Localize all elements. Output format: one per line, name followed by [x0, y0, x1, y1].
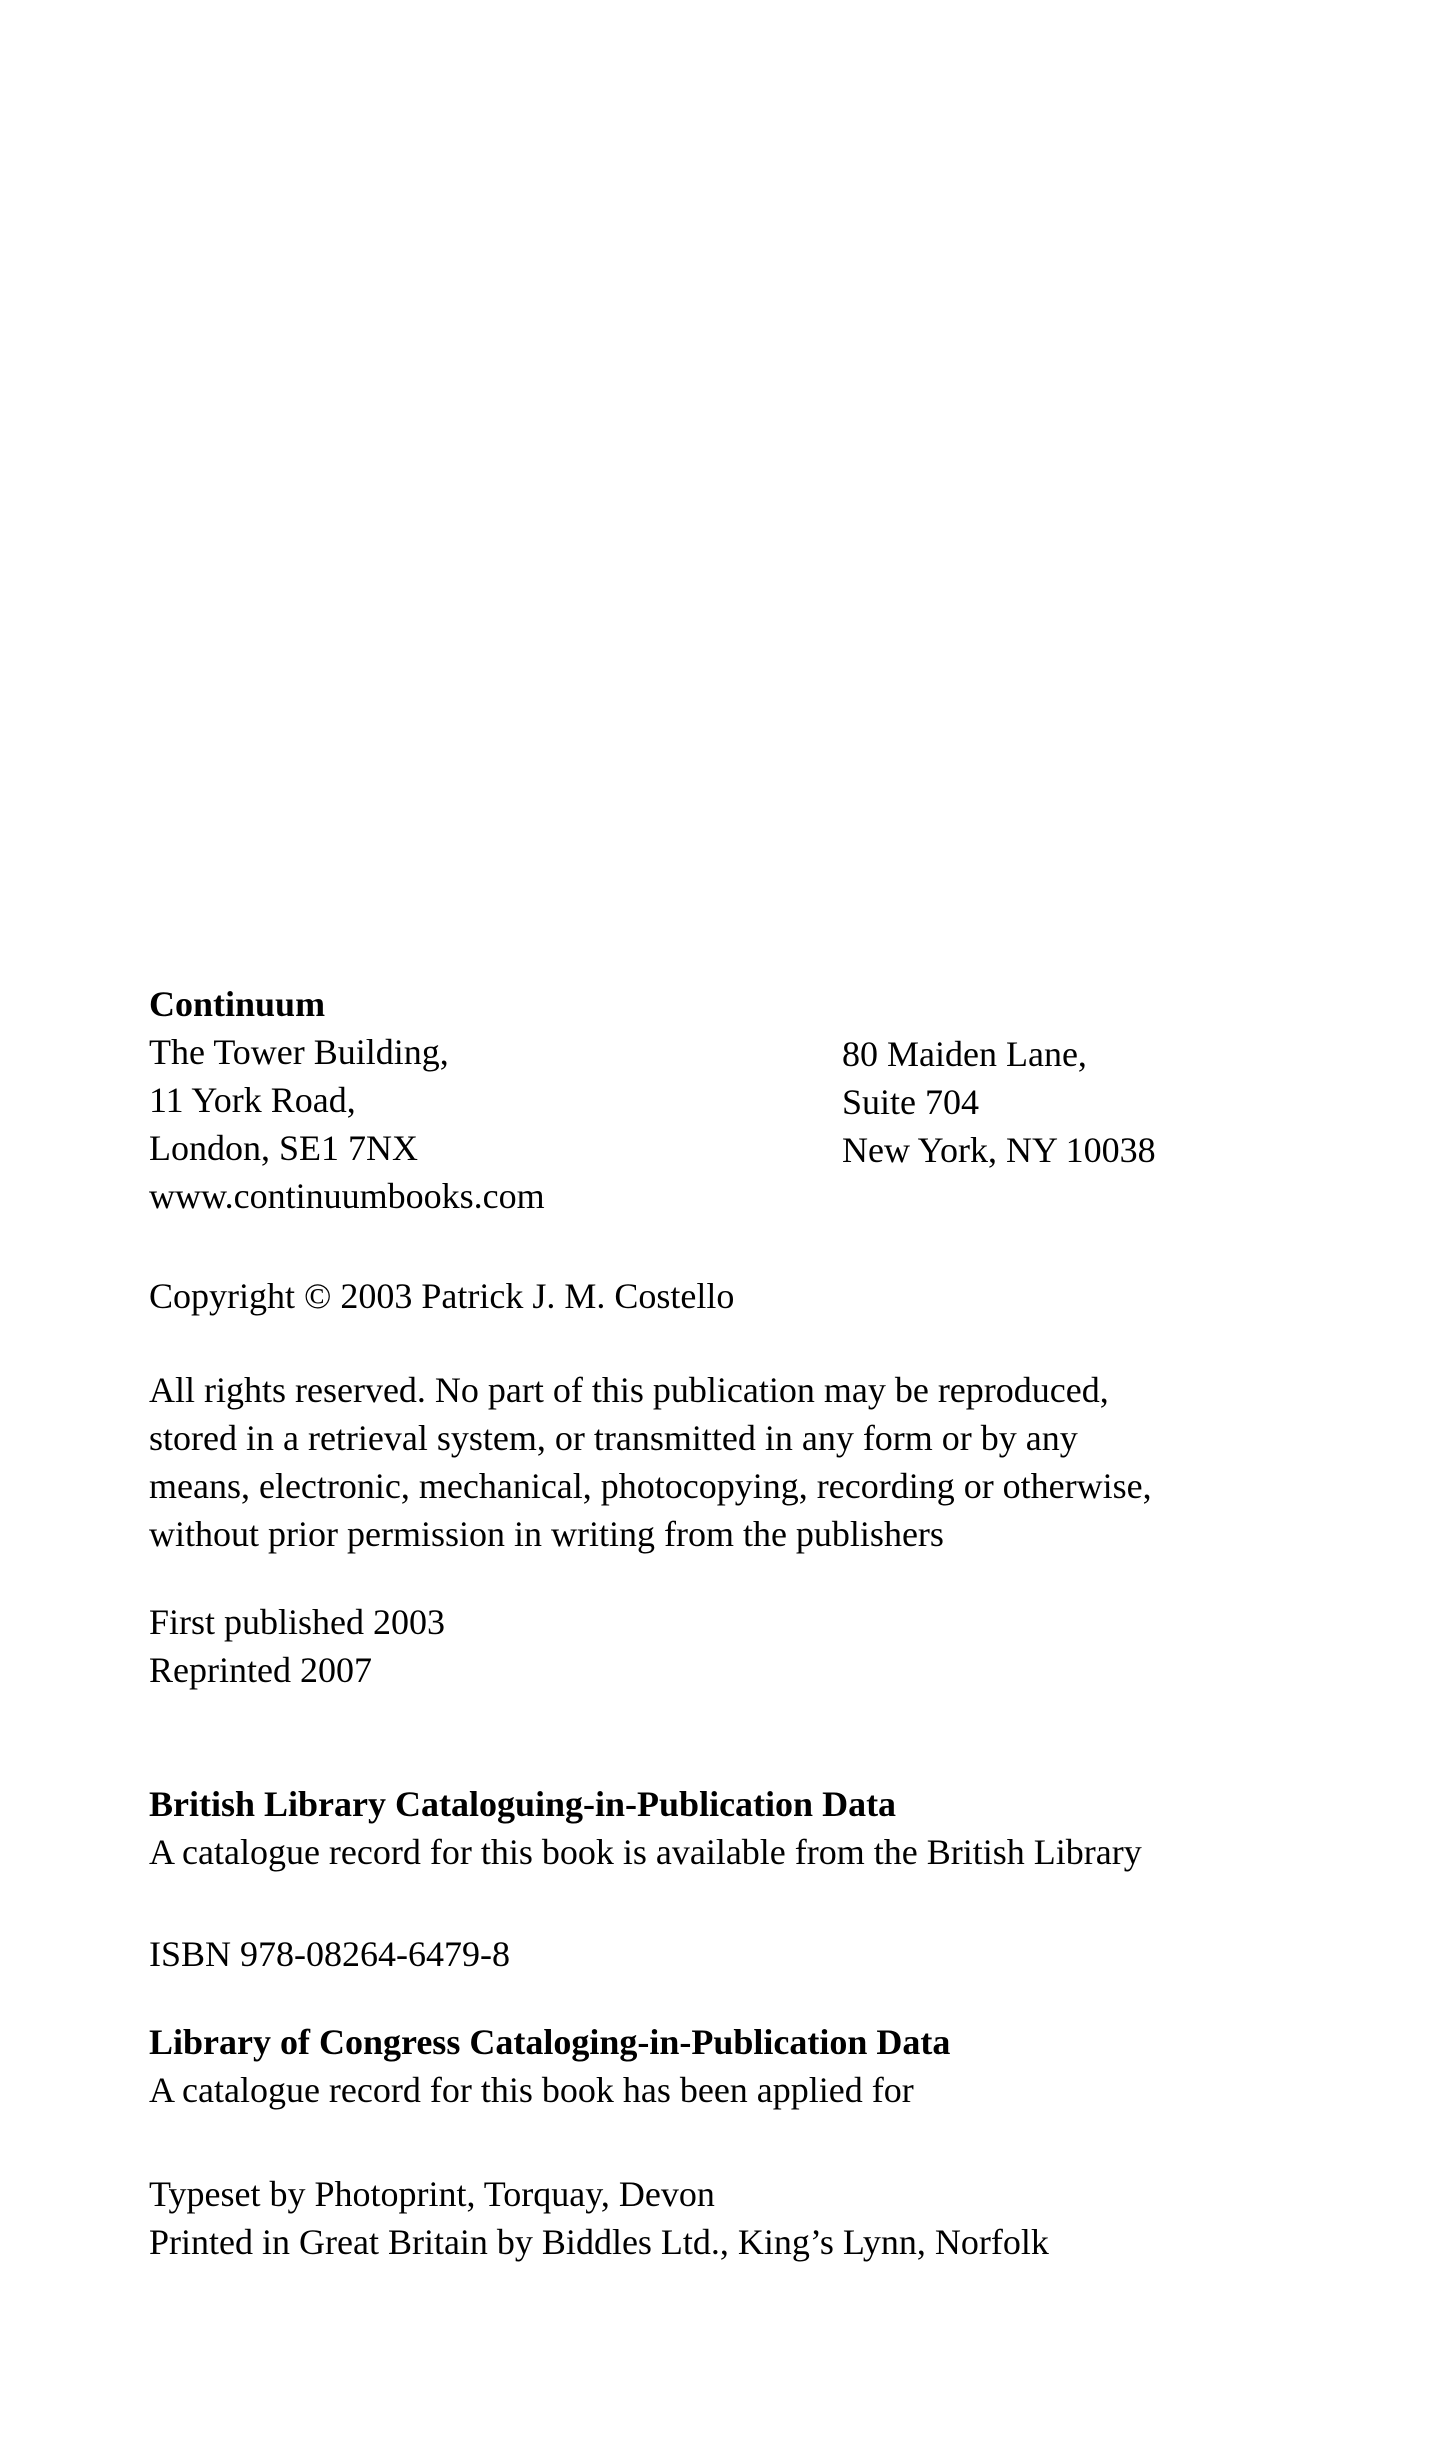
- library-of-congress-heading: Library of Congress Cataloging-in-Publication Data: [149, 2022, 951, 2062]
- publisher-us-address-block: [842, 1030, 1156, 1174]
- british-library-cip: [149, 1780, 1142, 1876]
- publisher-name: Continuum: [149, 984, 326, 1024]
- rights-line: without prior permission in writing from the publishers: [149, 1514, 944, 1554]
- uk-address-line: The Tower Building,: [149, 1032, 449, 1072]
- reprinted: Reprinted 2007: [149, 1650, 372, 1690]
- isbn: [149, 1930, 510, 1978]
- rights-line: stored in a retrieval system, or transmitted in any form or by any: [149, 1418, 1078, 1458]
- copyright-notice: [149, 1272, 734, 1320]
- first-published: First published 2003: [149, 1602, 446, 1642]
- rights-line: All rights reserved. No part of this publication may be reproduced,: [149, 1370, 1109, 1410]
- uk-address-line: 11 York Road,: [149, 1080, 356, 1120]
- typeset-credit: Typeset by Photoprint, Torquay, Devon: [149, 2174, 715, 2214]
- rights-line: means, electronic, mechanical, photocopying, recording or otherwise,: [149, 1466, 1152, 1506]
- copyright-text: Copyright © 2003 Patrick J. M. Costello: [149, 1276, 735, 1316]
- rights-statement: [149, 1366, 1152, 1558]
- printer-credit: Printed in Great Britain by Biddles Ltd., King’s Lynn, Norfolk: [149, 2222, 1049, 2262]
- library-of-congress-text: A catalogue record for this book has been applied for: [149, 2070, 914, 2110]
- isbn-text: ISBN 978-08264-6479-8: [149, 1934, 510, 1974]
- us-address-line: New York, NY 10038: [842, 1130, 1156, 1170]
- british-library-text: A catalogue record for this book is available from the British Library: [149, 1832, 1142, 1872]
- uk-address-line: London, SE1 7NX: [149, 1128, 418, 1168]
- british-library-heading: British Library Cataloguing-in-Publication Data: [149, 1784, 897, 1824]
- us-address-line: Suite 704: [842, 1082, 980, 1122]
- publication-history: [149, 1598, 445, 1694]
- library-of-congress-cip: [149, 2018, 950, 2114]
- us-address-line: 80 Maiden Lane,: [842, 1034, 1087, 1074]
- production-credits: [149, 2170, 1049, 2266]
- publisher-uk-address-block: [149, 980, 545, 1220]
- publisher-website: www.continuumbooks.com: [149, 1176, 545, 1216]
